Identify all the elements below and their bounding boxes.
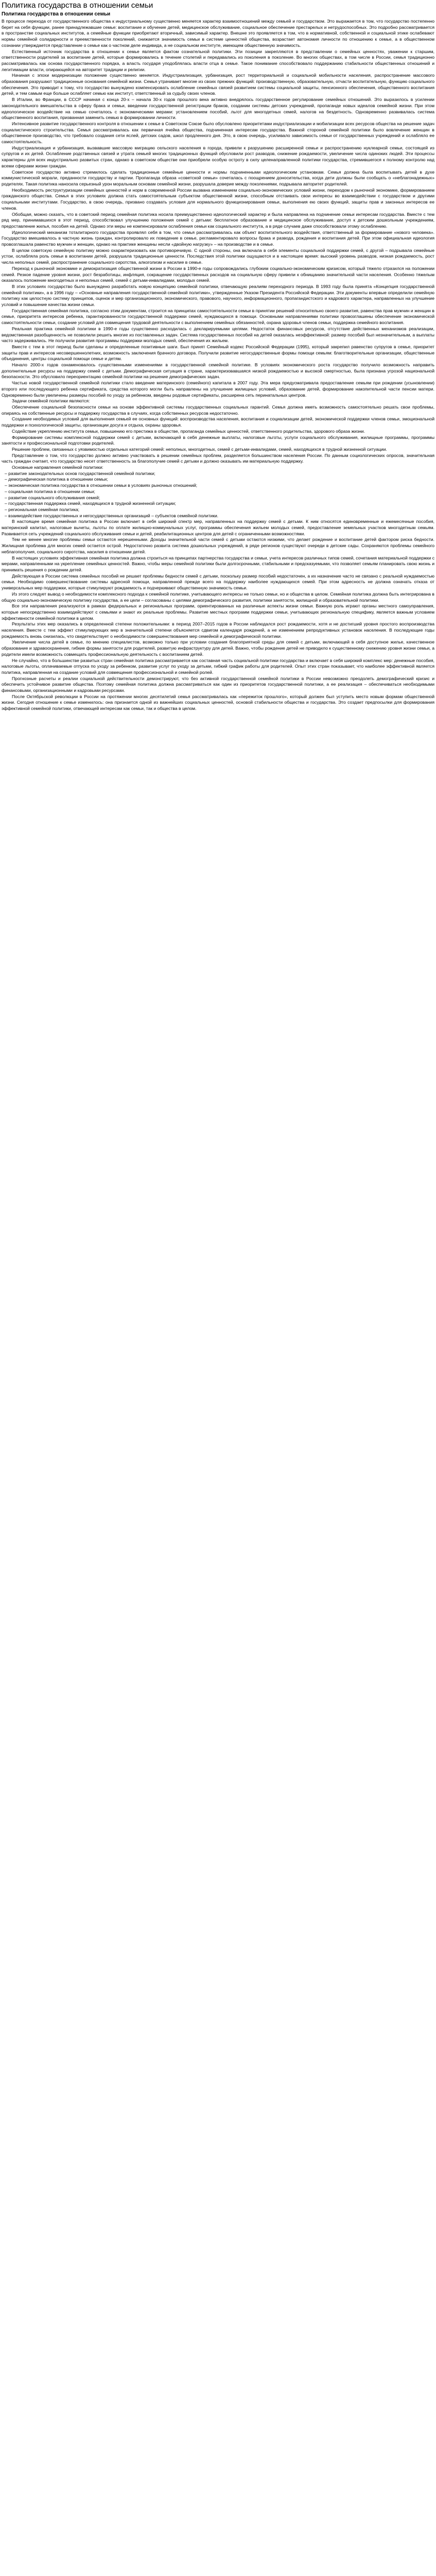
paragraph: Обеспечение социальной безопасности семьи на основе эффективной системы государственных социальных гарантий. Семья должна иметь возможность самостоятельно решать свои проблемы, опираясь на собственные ресурсы и поддержку государства в случаях, когда собственных ресурсов недостаточно. (2, 404, 434, 416)
paragraph: Вместе с тем в этот период были сделаны и определенные позитивные шаги. Был принят Семейный кодекс Российской Федерации (1995), который закрепил равенство супругов в семье, приоритет защиты прав и интересов несовершеннолетних, возможность заключения брачного договора. Получили развитие негосударственные формы помощи семьям: благотворительные организации, общественные объединения, центры социальной помощи семье и детям. (2, 344, 434, 362)
paragraph: Представление о том, что государство должно активно участвовать в решении семейных проблем, разделяется большинством населения России. По данным социологических опросов, значительная часть граждан считает, что государство несет ответственность за благополучие семей с детьми и должно оказывать им материальную поддержку. (2, 452, 434, 464)
paragraph: В настоящих условиях эффективная семейная политика должна строиться на принципах партнерства государства и семьи, учета интересов различных типов семей, сочетания материальной поддержки с мерами, направленными на укрепление семейных ценностей. Важно, чтобы меры семейной политики были долгосрочными, стабильными и предсказуемыми, что позволяет семьям планировать свою жизнь и принимать решения о рождении детей. (2, 555, 434, 572)
paragraph: Интенсивное развитие государственного контроля в отношении к семье в Советском Союзе было обусловлено приоритетами индустриализации и мобилизации всех ресурсов общества на решение задач социалистического строительства. Семья рассматривалась как первичная ячейка общества, подчиненная интересам государства. Важной стороной семейной политики было вовлечение женщин в общественное производство, что требовало создания сети яслей, детских садов, школ продленного дня. Это, в свою очередь, усиливало зависимость семьи от государственных учреждений и ослабляло ее самостоятельность. (2, 121, 434, 145)
section-heading: Политика государства в отношении семьи (2, 11, 111, 17)
paragraph: Все эти направления реализуются в рамках федеральных и региональных программ, ориентированных на различные аспекты жизни семьи. Важную роль играют органы местного самоуправления, которые непосредственно взаимодействуют с семьями и знают их реальные проблемы. Развитие местных программ поддержки семьи, учитывающих региональную специфику, является важным условием эффективности семейной политики в целом. (2, 603, 434, 621)
paragraph: После Октябрьской революции в России на протяжении многих десятилетий семья рассматривалась как «пережиток прошлого», который должен был уступить место новым формам общественной жизни. Сегодня отношение к семье изменилось: она признается одной из важнейших социальных ценностей, основой стабильности общества и государства. Это создает предпосылки для формирования эффективной семейной политики, отвечающей интересам как семьи, так и общества в целом. (2, 693, 434, 711)
paragraph: В целом советскую семейную политику можно охарактеризовать как противоречивую. С одной стороны, она включала в себя элементы социальной поддержки семей, с другой – подрывала семейные устои, ослабляла роль семьи в воспитании детей, разрушала традиционные ценности. Последствия этой политики ощущаются и в настоящее время: высокий уровень разводов, низкая рождаемость, рост числа неполных семей, распространение социального сиротства, алкоголизм и насилие в семье. (2, 247, 434, 265)
paragraph: Создание необходимых условий для выполнения семьей ее основных функций: воспроизводства населения, воспитания и социализации детей, экономической поддержки членов семьи, эмоциональной поддержки и психологической защиты, организации досуга и отдыха, охраны здоровья. (2, 416, 434, 428)
paragraph: Основные направления семейной политики: (12, 465, 103, 470)
paragraph: Формирование системы комплексной поддержки семей с детьми, включающей в себя денежные выплаты, налоговые льготы, услуги социального обслуживания, жилищные программы, программы занятости и профессиональной подготовки родителей. (2, 434, 434, 446)
paragraph: Индустриализация и урбанизация, вызвавшие массовую миграцию сельского населения в города, привели к разрушению расширенной семьи и распространению нуклеарной семьи, состоящей из супругов и их детей. Ослабление родственных связей и утрата семьей многих традиционных функций обусловили рост разводов, снижение рождаемости, увеличение числа одиноких людей. Эти процессы характерны для всех индустриально развитых стран, однако в советском обществе они приобрели особую остроту в силу целенаправленной политики государства, стремившегося к полному контролю над всеми сферами жизни граждан. (2, 145, 434, 168)
list-item: – развитие законодательных основ государственной семейной политики; (5, 470, 155, 476)
page-title: Политика государства в отношении семьи (2, 1, 153, 10)
paragraph: Из этого следует вывод о необходимости комплексного подхода к семейной политике, учитывающего интересы не только семьи, но и общества в целом. Семейная политика должна быть интегрирована в общую социально-экономическую политику государства, а ее цели – согласованы с целями демографического развития, политики занятости, жилищной и образовательной политики. (2, 591, 434, 603)
paragraph: Начиная с эпохи модернизации положение существенно меняется. Индустриализация, урбанизация, рост территориальной и социальной мобильности населения, распространение массового образования разрушают традиционные основания семейной жизни. Семья утрачивает многие из своих прежних функций: производственную, образовательную, отчасти воспитательную, функцию социального обеспечения. Это приводит к тому, что государство вынуждено компенсировать ослабление семейных связей развитием системы социальной защиты, пенсионного обеспечения, общественного воспитания детей, и тем самым еще больше ослабляет семью как институт, ответственный за судьбу своих членов. (2, 73, 434, 96)
paragraph: Увеличение числа детей в семье, по мнению специалистов, возможно только при условии создания благоприятной среды для семей с детьми, включающей в себя доступное жилье, качественное образование и здравоохранение, гибкие формы занятости для родителей, развитую инфраструктуру для детей. Важно, чтобы рождение детей не приводило к существенному снижению уровня жизни семьи, а родители имели возможность совмещать профессиональную деятельность с воспитанием детей. (2, 639, 434, 657)
list-item: – социальная политика в отношении семьи; (5, 488, 95, 494)
paragraph: Не случайно, что в большинстве развитых стран семейная политика рассматривается как составная часть социальной политики государства и включает в себя широкий комплекс мер: денежные пособия, налоговые льготы, оплачиваемые отпуска по уходу за ребенком, развитие услуг по уходу за детьми, гибкий график работы для родителей. Опыт этих стран показывает, что наиболее эффективной является политика, направленная на создание условий для совмещения профессиональной и семейной ролей. (2, 657, 434, 675)
paragraph: Тем не менее многие проблемы семьи остаются нерешенными. Доходы значительной части семей с детьми остаются низкими, что делает рождение и воспитание детей фактором риска бедности. Жилищная проблема для многих семей остается острой. Недостаточно развита система дошкольных учреждений, в ряде регионов существуют очереди в детские сады. Сохраняются проблемы семейного неблагополучия, социального сиротства, насилия в отношении детей. (2, 537, 434, 554)
list-item: – развитие социального обслуживания семей; (5, 495, 100, 500)
paragraph: Результаты этих мер оказались в определенной степени положительными: в период 2007–2015 годов в России наблюдался рост рождаемости, хотя и не достигший уровня простого воспроизводства населения. Вместе с тем эффект стимулирующих мер в значительной степени объясняется сдвигом календаря рождений, а не изменением репродуктивных установок населения. В последующие годы рождаемость вновь снизилась, что свидетельствует о необходимости совершенствования мер семейной и демографической политики. (2, 621, 434, 639)
list-item: – демографическая политика в отношении семьи; (5, 477, 108, 482)
paragraph: Содействие укреплению института семьи, повышению его престижа в обществе, пропаганда семейных ценностей, ответственного родительства, здорового образа жизни. (12, 428, 365, 434)
paragraph: Прогнозные расчеты и реалии социальной действительности демонстрируют, что без активной государственной семейной политики в России невозможно преодолеть демографический кризис и обеспечить устойчивое развитие общества. Поэтому семейная политика должна рассматриваться как один из приоритетов государственной политики, а ее реализация – обеспечиваться необходимыми финансовыми, организационными и кадровыми ресурсами. (2, 675, 434, 693)
paragraph: Решение проблем, связанных с уязвимостью отдельных категорий семей: неполных, многодетных, семей с детьми-инвалидами, семей, находящихся в трудной жизненной ситуации. (12, 446, 387, 452)
paragraph: Обобщая, можно сказать, что в советский период семейная политика носила преимущественно идеологический характер и была направлена на подчинение семьи интересам государства. Вместе с тем ряд мер, принимавшихся в этот период, способствовал улучшению положения семей с детьми: бесплатное образование и медицинское обслуживание, доступ к детским дошкольным учреждениям, предоставление жилья, пособия на детей. Однако эти меры не компенсировали ослабления семьи как социального института, а в ряде случаев даже способствовали этому ослаблению. (2, 211, 434, 229)
list-item: – региональная семейная политика; (5, 506, 80, 512)
paragraph: Переход к рыночной экономике и демократизация общественной жизни в России в 1990-е годы сопровождались глубоким социально-экономическим кризисом, который тяжело отразился на положении семей. Резкое падение уровня жизни, рост безработицы, инфляция, сокращение государственных расходов на социальную сферу привели к обнищанию значительной части населения. Особенно тяжелым оказалось положение многодетных и неполных семей, семей с детьми-инвалидами, молодых семей. (2, 265, 434, 283)
paragraph: В этих условиях государство было вынуждено разработать новую концепцию семейной политики, отвечающую реалиям переходного периода. В 1993 году была принята «Концепция государственной семейной политики», а в 1996 году – «Основные направления государственной семейной политики», утвержденные Указом Президента Российской Федерации. Эти документы впервые определили семейную политику как целостную систему принципов, оценок и мер организационного, экономического, правового, научного, информационного, пропагандистского и кадрового характера, направленных на улучшение условий и повышение качества жизни семьи. (2, 283, 434, 308)
paragraph: В Италии, во Франции, в СССР начиная с конца 20-х – начала 30-х годов прошлого века активно внедрялось государственное регулирование семейных отношений. Это выразилось в усилении законодательного вмешательства в сферу брака и семьи, введении государственной регистрации браков, создании системы детских учреждений, пропаганде новых идеалов семейной жизни. При этом идеологическое воздействие на семью сочеталось с экономическими мерами: установлением пособий, льгот для многодетных семей, налогов на бездетность. Одновременно развивалась система общественного воспитания, призванная заменить семью в формировании личности. (2, 97, 434, 121)
paragraph: Идеологический механизм тоталитарного государства проявлял себя в том, что семья рассматривалась как объект воспитательного воздействия, ответственный за формирование «нового человека». Государство вмешивалось в частную жизнь граждан, контролировало их поведение в семье, регламентировало вопросы брака и развода, рождения и воспитания детей. При этом официальная идеология провозглашала равенство мужчин и женщин, однако на практике женщины несли «двойную нагрузку» – на производстве и в семье. (2, 229, 434, 247)
paragraph: Частью новой государственной семейной политики стало введение материнского (семейного) капитала в 2007 году. Эта мера предусматривала предоставление семьям при рождении (усыновлении) второго или последующего ребенка сертификата, средства которого могли быть направлены на улучшение жилищных условий, образование детей, формирование накопительной части пенсии матери. Одновременно были увеличены размеры пособий по уходу за ребенком, введены родовые сертификаты, расширена сеть перинатальных центров. (2, 380, 434, 398)
paragraph: Начало 2000-х годов ознаменовалось существенными изменениями в государственной семейной политике. В условиях экономического роста государство получило возможность направить дополнительные ресурсы на поддержку семей с детьми. Демографическая ситуация в стране, характеризовавшаяся низкой рождаемостью и высокой смертностью, была признана угрозой национальной безопасности. Это обусловило переориентацию семейной политики на решение демографических задач. (2, 362, 434, 380)
list-item: – экономическая политика государства в отношении семьи в условиях рыночных отношений; (5, 483, 198, 488)
list-item: – взаимодействие государственных и негосударственных организаций – субъектов семейной политики. (5, 513, 219, 518)
paragraph: Задачи семейной политики являются: (12, 398, 90, 404)
paragraph: Советское государство активно стремилось сделать традиционные семейные ценности и нормы подчиненными идеологическим установкам. Семья должна была воспитывать детей в духе коммунистической морали, преданности государству и партии. Пропаганда образа «советской семьи» сочеталась с поощрением доносительства, когда дети должны были сообщать о «неблагонадежных» родителях. Такая политика наносила серьезный урон моральным основам семейной жизни, разрушала доверие между поколениями, подрывала авторитет родителей. (2, 169, 434, 187)
paragraph: Естественный источник государства в отношении к семье является фактом сознательной политики. Эти позиции закрепляются в представлении о семейных ценностях, уважении к старшим, ответственности родителей за воспитание детей, которые формировались в течение столетий и передавались из поколения в поколение. Во многих обществах, в том числе в России, семья традиционно рассматривалась как основа государственного порядка, а власть государя уподоблялась власти отца в семье. Такое понимание способствовало поддержанию стабильности общественных отношений и легитимации власти, опирающейся на авторитет традиции и религии. (2, 48, 434, 72)
paragraph: В настоящее время семейная политика в России включает в себя широкий спектр мер, направленных на поддержку семей с детьми. К ним относятся единовременные и ежемесячные пособия, материнский капитал, налоговые вычеты, льготы по оплате жилищно-коммунальных услуг, программы обеспечения жильем молодых семей, предоставление земельных участков многодетным семьям. Развивается сеть учреждений социального обслуживания семьи и детей, реабилитационных центров для детей с ограниченными возможностями. (2, 519, 434, 536)
document-body (2, 19, 434, 712)
list-item: – государственная поддержка семей, находящихся в трудной жизненной ситуации; (5, 501, 176, 506)
paragraph: Необходимость реструктуризации семейных ценностей и норм в современной России вызвана изменением социально-экономических условий жизни, переходом к рыночной экономике, формированием гражданского общества. Семья в этих условиях должна стать самостоятельным субъектом общественной жизни, способным отстаивать свои интересы во взаимодействии с государством и другими социальными институтами. Государство, в свою очередь, призвано создавать условия для нормального функционирования семьи, выполнения ею своих функций, защиты прав и законных интересов ее членов. (2, 187, 434, 211)
paragraph: Государственная семейная политика, согласно этим документам, строится на принципах самостоятельности семьи в принятии решений относительно своего развития, равенства прав мужчин и женщин в семье, приоритета интересов ребенка, гарантированности государственной поддержки семей, нуждающихся в помощи. Основными направлениями политики провозглашены обеспечение экономической самостоятельности семьи, создание условий для совмещения трудовой деятельности с выполнением семейных обязанностей, охрана здоровья членов семьи, поддержка семейного воспитания. (2, 308, 434, 326)
paragraph: Реальная практика семейной политики в 1990-е годы существенно расходилась с декларируемыми целями. Недостаток финансовых ресурсов, отсутствие действенных механизмов реализации, ведомственная разобщенность не позволили решить многие из поставленных задач. Система государственных пособий на детей оказалась неэффективной: размер пособий был незначительным, а выплаты часто задерживались. Не получили развития программы поддержки молодых семей, обеспечения их жильем. (2, 326, 434, 344)
paragraph: Действующая в России система семейных пособий не решает проблемы бедности семей с детьми, поскольку размер пособий недостаточен, а их назначение часто не связано с реальной нуждаемостью семьи. Необходимо совершенствование системы адресной помощи, направленной прежде всего на поддержку наиболее нуждающихся семей. При этом адресность не должна означать отказа от универсальных мер поддержки, которые стимулируют рождаемость и подчеркивают общественную значимость семьи. (2, 573, 434, 591)
paragraph: В процессе перехода от государственного общества к индустриальному существенно меняется характер взаимоотношений между семьей и государством. Это выражается в том, что государство постепенно берет на себя функции, ранее принадлежавшие семье: воспитание и обучение детей, медицинское обслуживание, социальное обеспечение престарелых и нетрудоспособных. Это подробно рассматривается в пространстве социальных институтов, а семейные функции приобретают вторичный, зависимый характер. Внешне это проявляется в том, что в нормативной, собственной и социальной этике ослабевают нормы семейной солидарности и преемственности поколений, снижается значимость семьи в системе ценностей общества, возрастает автономия личности по отношению к семье, а в общественном сознании утверждается представление о семье как о частном деле индивида, а не социальном институте, имеющем общественную значимость. (2, 19, 434, 48)
